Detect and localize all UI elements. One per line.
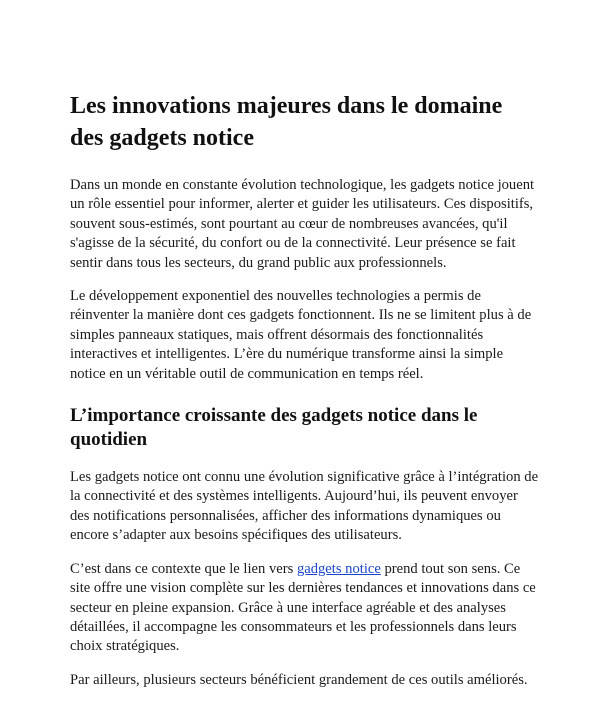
intro-paragraph-1: Dans un monde en constante évolution technologique, les gadgets notice jouent un rôle essentiel pour informer, alerter et guider les utilisateurs. Ces dispositifs, souvent sous-estimés, sont pourtant au cœur de nombreuses avancées, qu'il s'agisse de la sécurité, du confort ou de la connectivité. Leur présence se fait sentir dans tous les secteurs, du grand public aux professionnels. <box>70 177 535 271</box>
gadgets-notice-link[interactable]: gadgets notice <box>296 560 381 577</box>
section-paragraph-2 <box>70 560 540 657</box>
paragraph-text-after-link: prend tout son sens. Ce site offre une vision complète sur les dernières tendances et innovations dans ce secteur en pleine expansion. Grâce à une interface agréable et des analyses détaillées, il accompagne les consommateurs et les professionnels dans leurs choix stratégiques. <box>70 560 536 655</box>
paragraph-text-before-link: C’est dans ce contexte que le lien vers <box>70 560 297 577</box>
section-paragraph-3: Par ailleurs, plusieurs secteurs bénéficient grandement de ces outils améliorés. <box>70 671 528 688</box>
page-title: Les innovations majeures dans le domaine des gadgets notice <box>70 93 503 151</box>
section-paragraph-1: Les gadgets notice ont connu une évolution significative grâce à l’intégration de la connectivité et des systèmes intelligents. Aujourd’hui, ils peuvent envoyer des notifications personnalisées, afficher des informations dynamiques ou encore s’adapter aux besoins spécifiques des utilisateurs. <box>70 469 539 544</box>
article <box>70 90 540 704</box>
section-heading: L’importance croissante des gadgets notice dans le quotidien <box>70 405 478 451</box>
intro-paragraph-2: Le développement exponentiel des nouvelles technologies a permis de réinventer la manière dont ces gadgets fonctionnent. Ils ne se limitent plus à de simples panneaux statiques, mais offrent désormais des fonctionnalités interactives et intelligentes. L’ère du numérique transforme ainsi la simple notice en un véritable outil de communication en temps réel. <box>70 288 532 382</box>
